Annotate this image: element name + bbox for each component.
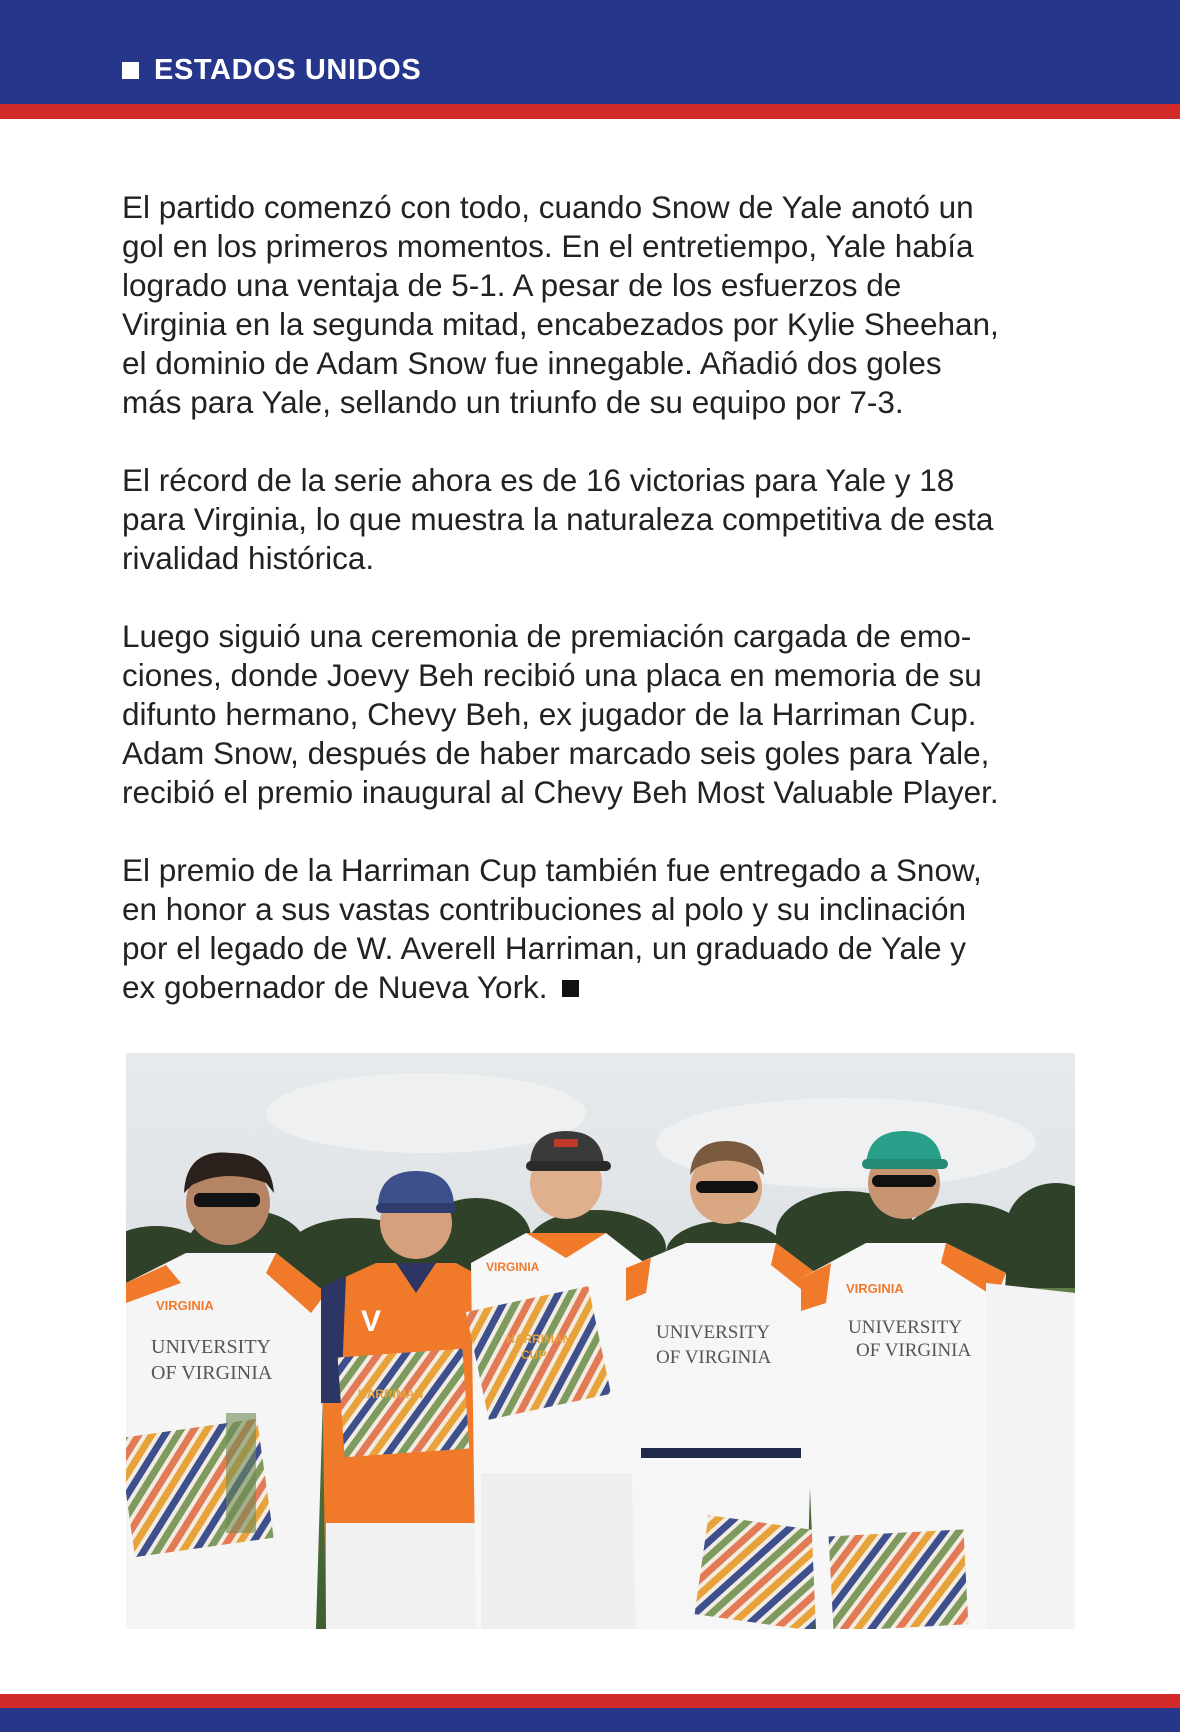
shirt-text: UNIVERSITY [848, 1317, 962, 1338]
text-line: en honor a sus vastas contribuciones al polo y su inclinación [122, 891, 966, 927]
shirt-letter: V [361, 1305, 382, 1338]
text-line: el dominio de Adam Snow fue innegable. Añadió dos goles [122, 345, 942, 381]
text-line: más para Yale, sellando un triunfo de su equipo por 7-3. [122, 384, 904, 420]
shirt-badge: VIRGINIA [846, 1281, 904, 1296]
text-line: por el legado de W. Averell Harriman, un graduado de Yale y [122, 930, 967, 966]
section-heading [122, 48, 421, 92]
text-line: difunto hermano, Chevy Beh, ex jugador de la Harriman Cup. [122, 696, 977, 732]
shirt-text: UNIVERSITY [151, 1336, 271, 1358]
text-line: Adam Snow, después de haber marcado seis goles para Yale, [122, 735, 990, 771]
shirt-text: OF VIRGINIA [151, 1362, 273, 1384]
bag-text: HARRIMAN [506, 1332, 572, 1346]
footer-accent-stripe [0, 1694, 1180, 1708]
shirt-text: OF VIRGINIA [856, 1340, 972, 1361]
footer-bar [0, 1708, 1180, 1732]
text-line: rivalidad histórica. [122, 540, 375, 576]
text-line: El partido comenzó con todo, cuando Snow de Yale anotó un [122, 189, 974, 225]
bag-text: HARRIMAN [358, 1387, 424, 1401]
shirt-text: OF VIRGINIA [656, 1347, 772, 1368]
text-line: El premio de la Harriman Cup también fue entregado a Snow, [122, 852, 982, 888]
shirt-badge: VIRGINIA [486, 1260, 540, 1274]
paragraph-1 [122, 188, 1082, 422]
square-bullet-icon [122, 62, 139, 79]
text-line: para Virginia, lo que muestra la naturaleza competitiva de esta [122, 501, 994, 537]
section-label: ESTADOS UNIDOS [154, 53, 422, 86]
last-line-text: ex gobernador de Nueva York. [122, 969, 548, 1005]
text-line: ciones, donde Joevy Beh recibió una placa en memoria de su [122, 657, 982, 693]
paragraph-3 [122, 617, 1082, 812]
article-body [122, 188, 1082, 1046]
text-line: logrado una ventaja de 5-1. A pesar de los esfuerzos de [122, 267, 902, 303]
shirt-text: UNIVERSITY [656, 1322, 770, 1343]
team-photo [126, 1053, 1075, 1629]
text-line: Luego siguió una ceremonia de premiación cargada de emo- [122, 618, 972, 654]
end-of-article-icon [562, 980, 579, 997]
text-line: El récord de la serie ahora es de 16 victorias para Yale y 18 [122, 462, 955, 498]
paragraph-2 [122, 461, 1082, 578]
text-line: gol en los primeros momentos. En el entretiempo, Yale había [122, 228, 974, 264]
text-line: recibió el premio inaugural al Chevy Beh Most Valuable Player. [122, 774, 999, 810]
shirt-badge: VIRGINIA [156, 1298, 214, 1313]
header-accent-stripe [0, 104, 1180, 119]
text-line [122, 968, 1082, 1007]
paragraph-4 [122, 851, 1082, 1007]
text-line: Virginia en la segunda mitad, encabezados por Kylie Sheehan, [122, 306, 999, 342]
bag-text: CUP [521, 1348, 547, 1362]
